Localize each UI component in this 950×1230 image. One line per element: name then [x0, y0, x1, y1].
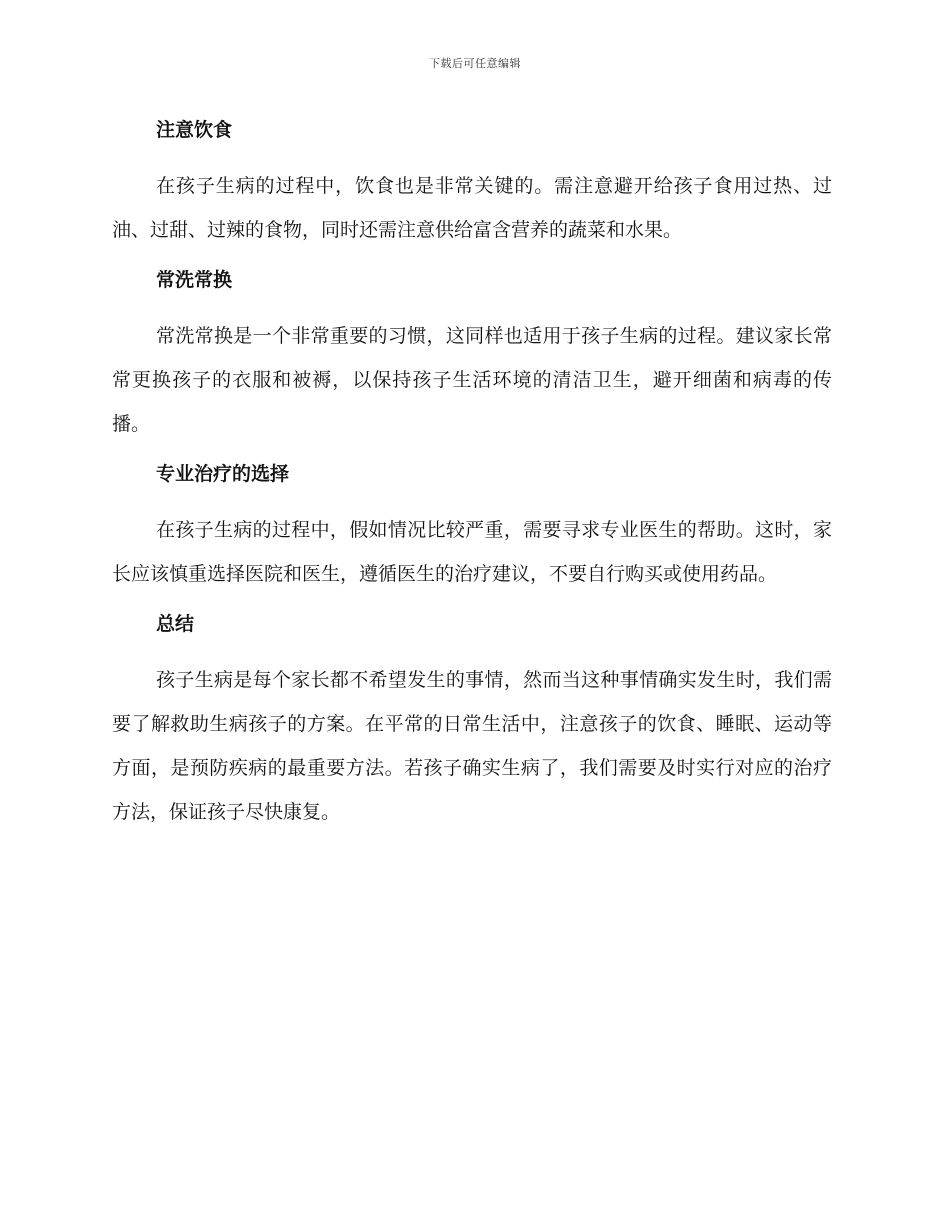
section-heading-hygiene: 常洗常换 [156, 269, 233, 291]
section-body-hygiene: 常洗常换是一个非常重要的习惯，这同样也适用于孩子生病的过程。建议家长常常更换孩子的衣服和被褥，以保持孩子生活环境的清洁卫生，避开细菌和病毒的传播。 [112, 325, 832, 435]
section-body-summary: 孩子生病是每个家长都不希望发生的事情，然而当这种事情确实发生时，我们需要了解救助生病孩子的方案。在平常的日常生活中，注意孩子的饮食、睡眠、运动等方面，是预防疾病的最重要方法。若孩子确实生病了，我们需要及时实行对应的治疗方法，保证孩子尽快康复。 [112, 669, 832, 823]
section-body-diet: 在孩子生病的过程中，饮食也是非常关键的。需注意避开给孩子食用过热、过油、过甜、过辣的食物，同时还需注意供给富含营养的蔬菜和水果。 [112, 175, 832, 241]
page-header-note: 下载后可任意编辑 [429, 57, 521, 70]
section-heading-treatment: 专业治疗的选择 [156, 463, 290, 485]
section-body-treatment: 在孩子生病的过程中，假如情况比较严重，需要寻求专业医生的帮助。这时，家长应该慎重选择医院和医生，遵循医生的治疗建议，不要自行购买或使用药品。 [112, 519, 832, 585]
document-content [112, 110, 832, 842]
section-heading-diet: 注意饮食 [156, 119, 233, 141]
section-heading-summary: 总结 [156, 613, 195, 635]
